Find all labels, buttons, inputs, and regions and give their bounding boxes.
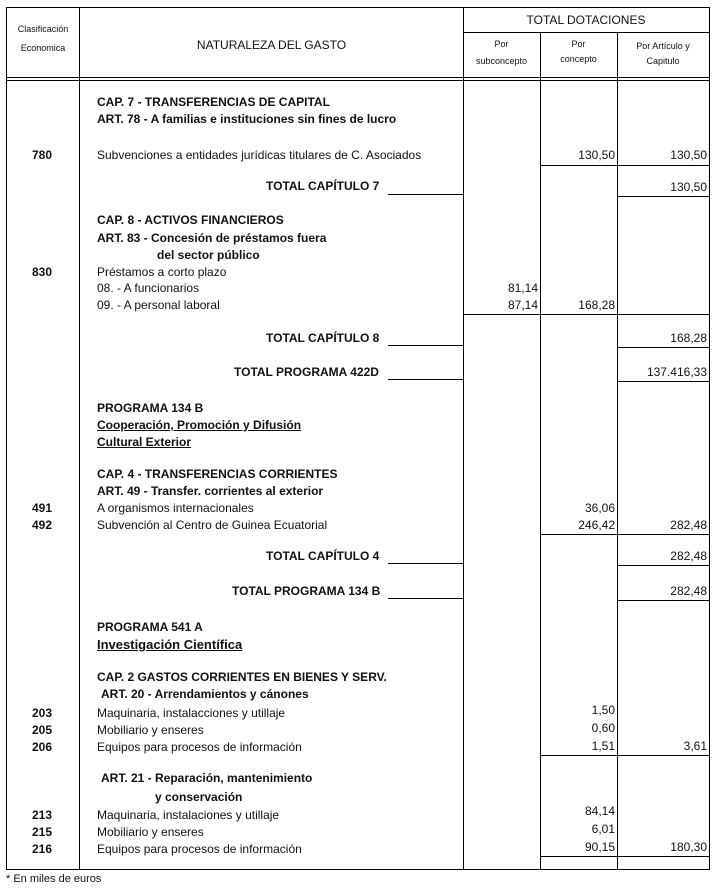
header-economica: Economica <box>20 43 66 53</box>
total-cap4-value: 282,48 <box>670 549 707 563</box>
row-491-concepto: 36,06 <box>584 501 615 515</box>
row-492-underline <box>540 534 710 535</box>
row-216-capitulo: 180,30 <box>670 840 707 854</box>
code-780: 780 <box>31 148 53 162</box>
total-programa-134b-value: 282,48 <box>670 584 707 598</box>
total-cap7-underline <box>617 196 710 197</box>
art83-title-1: ART. 83 - Concesión de préstamos fuera <box>97 231 327 245</box>
total-cap8-underline <box>617 347 710 348</box>
row-215-text: Mobiliario y enseres <box>97 825 204 839</box>
total-cap7-value: 130,50 <box>670 180 707 194</box>
row-09-subconcepto: 87,14 <box>507 298 538 312</box>
row-780-capitulo: 130,50 <box>670 148 707 162</box>
col-divider-concepto <box>617 32 618 870</box>
total-cap7-leader <box>388 194 464 195</box>
row-216-underline <box>540 856 710 857</box>
art21-title-1: ART. 21 - Reparación, mantenimiento <box>101 771 313 785</box>
row-203-concepto: 1,50 <box>591 703 615 717</box>
row-09-underline <box>463 314 710 315</box>
code-830: 830 <box>31 265 53 279</box>
programa-134b-title: PROGRAMA 134 B <box>97 401 204 415</box>
header-por-subconcepto-2: subconcepto <box>475 56 528 66</box>
row-09-concepto: 168,28 <box>578 298 615 312</box>
code-203: 203 <box>31 706 53 720</box>
row-780-underline <box>540 165 710 166</box>
row-780-concepto: 130,50 <box>578 148 615 162</box>
total-cap4-underline <box>617 565 710 566</box>
header-por-concepto-2: concepto <box>560 54 597 64</box>
col-divider-naturaleza <box>463 7 464 870</box>
table-border-top <box>6 7 710 8</box>
row-780-text: Subvenciones a entidades jurídicas titulares de C. Asociados <box>97 148 422 162</box>
code-206: 206 <box>31 740 53 754</box>
table-border-bottom <box>6 869 710 870</box>
code-205: 205 <box>31 723 53 737</box>
row-213-text: Maquinaria, instalaciones y utillaje <box>97 808 280 822</box>
total-programa-134b-underline <box>617 600 710 601</box>
total-programa-422d-underline <box>617 381 710 382</box>
row-215-concepto: 6,01 <box>591 822 615 836</box>
total-dotaciones-underline <box>463 32 710 33</box>
code-213: 213 <box>31 808 53 822</box>
row-206-text: Equipos para procesos de información <box>97 740 302 754</box>
row-205-text: Mobiliario y enseres <box>97 723 204 737</box>
code-491: 491 <box>31 501 53 515</box>
row-206-concepto: 1,51 <box>591 739 615 753</box>
row-492-text: Subvención al Centro de Guinea Ecuatorial <box>97 518 328 532</box>
art20-title: ART. 20 - Arrendamientos y cánones <box>101 687 309 701</box>
header-clasificacion: Clasificación <box>17 24 69 34</box>
row-205-concepto: 0,60 <box>591 721 615 735</box>
total-cap8-label: TOTAL CAPÍTULO 8 <box>266 331 380 345</box>
art49-title: ART. 49 - Transfer. corrientes al exterior <box>97 484 324 498</box>
total-cap7-label: TOTAL CAPÍTULO 7 <box>266 179 380 193</box>
row-09-text: 09. - A personal laboral <box>97 298 220 312</box>
header-bottom-line <box>6 77 710 78</box>
total-cap8-value: 168,28 <box>670 331 707 345</box>
total-programa-134b-leader <box>388 598 464 599</box>
cap4-title: CAP. 4 - TRANSFERENCIAS CORRIENTES <box>97 467 338 481</box>
table-border-right <box>709 7 710 870</box>
header-por-articulo-1: Por Artículo y <box>636 41 690 51</box>
col-divider-subconcepto <box>540 32 541 870</box>
footnote: * En miles de euros <box>6 873 102 885</box>
art83-title-2: del sector público <box>157 248 260 262</box>
header-por-articulo-2: Capitulo <box>646 56 680 66</box>
programa-134b-name-2: Cultural Exterior <box>97 435 192 449</box>
total-cap4-label: TOTAL CAPÍTULO 4 <box>266 549 380 563</box>
code-216: 216 <box>31 842 53 856</box>
header-por-concepto-1: Por <box>571 39 586 49</box>
programa-134b-name-1: Cooperación, Promoción y Difusión <box>97 418 302 432</box>
total-programa-422d-label: TOTAL PROGRAMA 422D <box>234 365 379 379</box>
header-naturaleza: NATURALEZA DEL GASTO <box>196 38 347 52</box>
row-216-concepto: 90,15 <box>584 840 615 854</box>
total-programa-422d-value: 137.416,33 <box>646 365 707 379</box>
row-206-underline <box>540 755 710 756</box>
row-492-concepto: 246,42 <box>578 518 615 532</box>
row-830-text: Préstamos a corto plazo <box>97 265 227 279</box>
header-total-dotaciones: TOTAL DOTACIONES <box>526 13 646 27</box>
total-cap4-leader <box>388 563 464 564</box>
row-08-text: 08. - A funcionarios <box>97 281 200 295</box>
art78-title: ART. 78 - A familias e instituciones sin fines de lucro <box>97 112 397 126</box>
row-492-capitulo: 282,48 <box>670 518 707 532</box>
code-215: 215 <box>31 825 53 839</box>
total-programa-422d-leader <box>388 379 464 380</box>
total-cap8-leader <box>388 345 464 346</box>
code-492: 492 <box>31 518 53 532</box>
row-213-concepto: 84,14 <box>584 804 615 818</box>
row-203-text: Maquinaria, instalacciones y utillaje <box>97 706 286 720</box>
row-206-capitulo: 3,61 <box>683 739 707 753</box>
programa-541a-title: PROGRAMA 541 A <box>97 620 203 634</box>
programa-541a-name: Investigación Científica <box>97 637 243 652</box>
col-divider-code <box>79 7 80 870</box>
row-216-text: Equipos para procesos de información <box>97 842 302 856</box>
header-bottom-line-2 <box>6 80 710 81</box>
row-08-subconcepto: 81,14 <box>507 281 538 295</box>
table-border-left <box>6 7 7 870</box>
cap2-title: CAP. 2 GASTOS CORRIENTES EN BIENES Y SERV. <box>97 670 387 684</box>
row-491-text: A organismos internacionales <box>97 501 254 515</box>
cap8-title: CAP. 8 - ACTIVOS FINANCIEROS <box>97 213 284 227</box>
art21-title-2: y conservación <box>155 790 243 804</box>
total-programa-134b-label: TOTAL PROGRAMA 134 B <box>232 584 381 598</box>
cap7-title: CAP. 7 - TRANSFERENCIAS DE CAPITAL <box>97 95 330 109</box>
header-por-subconcepto-1: Por <box>494 39 509 49</box>
